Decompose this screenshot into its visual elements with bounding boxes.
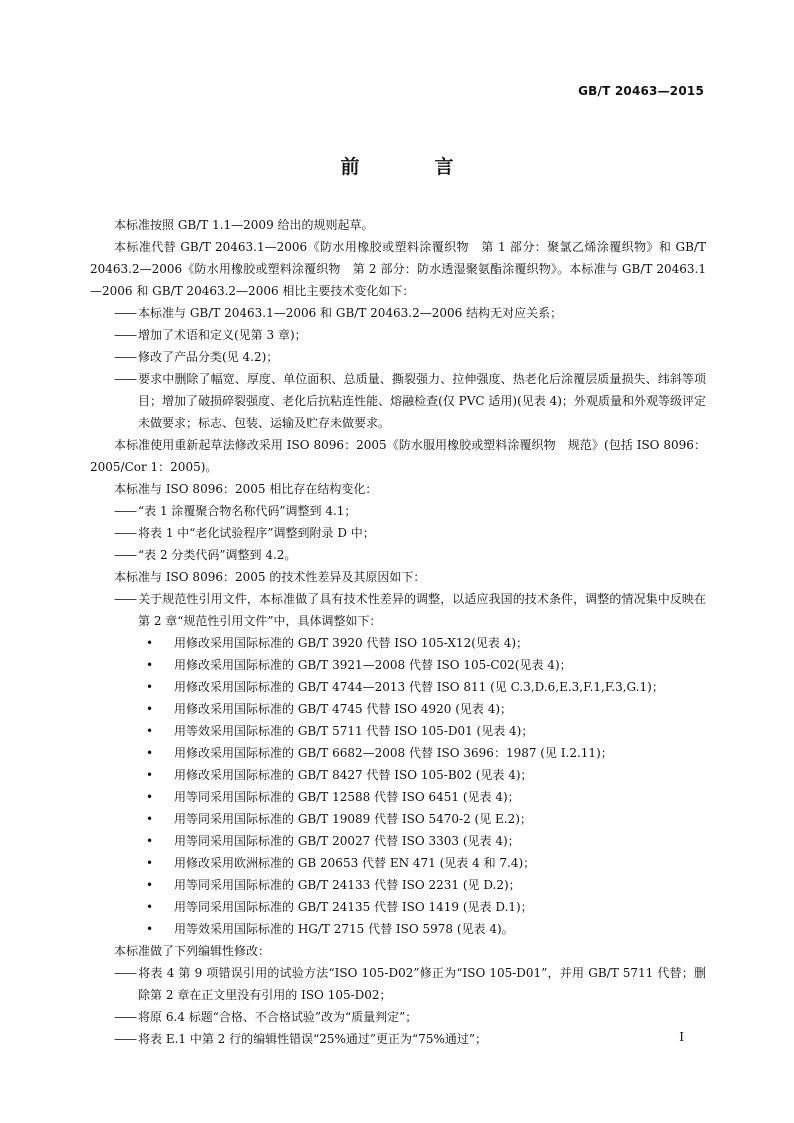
dash-mark: —— (114, 592, 136, 606)
dash-mark: —— (114, 966, 136, 980)
dash-item-text: 本标准与 GB/T 20463.1—2006 和 GB/T 20463.2—2006 结构无对应关系； (138, 306, 563, 320)
dash-item-text: 增加了术语和定义(见第 3 章)； (138, 328, 307, 342)
bullet-item (90, 698, 706, 720)
bullet-icon: • (146, 790, 154, 804)
dash-item-text: “表 2 分类代码”调整到 4.2。 (138, 548, 297, 562)
dash-item-text: 要求中删除了幅宽、厚度、单位面积、总质量、撕裂强力、拉伸强度、热老化后涂覆层质量损失、纬斜等项目；增加了破损碎裂强度、老化后抗粘连性能、熔融检查(仅 PVC 适用)(见表 4)；外观质量和外观等级评定未做要求；标志、包装、运输及贮存未做要求。 (138, 372, 706, 430)
bullet-text: 用等同采用国际标准的 GB/T 20027 代替 ISO 3303 (见表 4)； (174, 834, 520, 848)
standard-code: GB/T 20463—2015 (578, 84, 704, 98)
bullet-icon: • (146, 878, 154, 892)
bullet-text: 用修改采用国际标准的 GB/T 6682—2008 代替 ISO 3696：1987 (见 I.2.11)； (174, 746, 613, 760)
bullet-icon: • (146, 746, 154, 760)
dash-item (90, 962, 706, 1006)
bullet-text: 用修改采用国际标准的 GB/T 8427 代替 ISO 105-B02 (见表 4)； (174, 768, 533, 782)
dash-item-text: 将表 4 第 9 项错误引用的试验方法“ISO 105-D02”修正为“ISO 105-D01”，并用 GB/T 5711 代替；删除第 2 章在正文里没有引用的 ISO 105-D02； (138, 966, 706, 1002)
paragraph: 本标准代替 GB/T 20463.1—2006《防水用橡胶或塑料涂覆织物 第 1 部分：聚氯乙烯涂覆织物》和 GB/T 20463.2—2006《防水用橡胶或塑料涂覆织物 第 2 部分：防水透湿聚氨酯涂覆织物》。本标准与 GB/T 20463.1—2006 和 GB/T 20463.2—2006 相比主要技术变化如下： (90, 240, 706, 298)
bullet-text: 用等同采用国际标准的 GB/T 19089 代替 ISO 5470-2 (见 E.2)； (174, 812, 532, 826)
bullet-item (90, 896, 706, 918)
bullet-item (90, 786, 706, 808)
bullet-text: 用修改采用欧洲标准的 GB 20653 代替 EN 471 (见表 4 和 7.4)； (174, 856, 536, 870)
dash-item (90, 1006, 706, 1028)
dash-mark: —— (114, 350, 136, 364)
page-number: I (679, 1030, 684, 1044)
bullet-item (90, 742, 706, 764)
dash-mark: —— (114, 548, 136, 562)
bullet-text: 用修改采用国际标准的 GB/T 4745 代替 ISO 4920 (见表 4)； (174, 702, 513, 716)
bullet-text: 用修改采用国际标准的 GB/T 3921—2008 代替 ISO 105-C02(见表 4)； (174, 658, 572, 672)
dash-item (90, 1028, 706, 1050)
dash-item-text: 将表 1 中“老化试验程序”调整到附录 D 中； (138, 526, 375, 540)
bullet-item (90, 918, 706, 940)
bullet-text: 用等效采用国际标准的 HG/T 2715 代替 ISO 5978 (见表 4)。 (174, 922, 514, 936)
paragraph: 本标准做了下列编辑性修改： (114, 944, 271, 958)
foreword-body (90, 214, 706, 1050)
bullet-text: 用等同采用国际标准的 GB/T 12588 代替 ISO 6451 (见表 4)； (174, 790, 520, 804)
bullet-item (90, 764, 706, 786)
bullet-text: 用修改采用国际标准的 GB/T 4744—2013 代替 ISO 811 (见 C.3,D.6,E.3,F.1,F.3,G.1)； (174, 680, 664, 694)
bullet-text: 用修改采用国际标准的 GB/T 3920 代替 ISO 105-X12(见表 4)； (174, 636, 529, 650)
dash-item (90, 588, 706, 632)
bullet-icon: • (146, 834, 154, 848)
bullet-item (90, 808, 706, 830)
dash-item (90, 544, 706, 566)
dash-mark: —— (114, 504, 136, 518)
dash-item-text: 关于规范性引用文件，本标准做了具有技术性差异的调整，以适应我国的技术条件，调整的情况集中反映在第 2 章“规范性引用文件”中，具体调整如下： (138, 592, 706, 628)
dash-item (90, 500, 706, 522)
bullet-icon: • (146, 658, 154, 672)
bullet-icon: • (146, 702, 154, 716)
paragraph: 本标准与 ISO 8096：2005 相比存在结构变化： (114, 482, 378, 496)
page-title: 前 言 (340, 156, 482, 178)
dash-item-text: 将表 E.1 中第 2 行的编辑性错误“25%通过”更正为“75%通过”； (138, 1032, 487, 1046)
bullet-item (90, 720, 706, 742)
bullet-icon: • (146, 812, 154, 826)
dash-item (90, 368, 706, 434)
bullet-item (90, 852, 706, 874)
bullet-icon: • (146, 856, 154, 870)
dash-item-text: 将原 6.4 标题“合格、不合格试验”改为“质量判定”； (138, 1010, 418, 1024)
bullet-item (90, 676, 706, 698)
bullet-icon: • (146, 680, 154, 694)
dash-item (90, 522, 706, 544)
bullet-text: 用等同采用国际标准的 GB/T 24135 代替 ISO 1419 (见表 D.1)； (174, 900, 533, 914)
dash-item-text: 修改了产品分类(见 4.2)； (138, 350, 279, 364)
bullet-item (90, 830, 706, 852)
bullet-text: 用等效采用国际标准的 GB/T 5711 代替 ISO 105-D01 (见表 4)； (174, 724, 534, 738)
dash-mark: —— (114, 372, 136, 386)
dash-item (90, 302, 706, 324)
bullet-item (90, 632, 706, 654)
bullet-item (90, 654, 706, 676)
paragraph: 本标准与 ISO 8096：2005 的技术性差异及其原因如下： (114, 570, 426, 584)
dash-item (90, 324, 706, 346)
dash-mark: —— (114, 1032, 136, 1046)
paragraph: 本标准使用重新起草法修改采用 ISO 8096：2005《防水服用橡胶或塑料涂覆织物 规范》(包括 ISO 8096：2005/Cor 1：2005)。 (90, 438, 706, 474)
bullet-icon: • (146, 922, 154, 936)
bullet-icon: • (146, 768, 154, 782)
dash-item (90, 346, 706, 368)
paragraph: 本标准按照 GB/T 1.1—2009 给出的规则起草。 (114, 218, 374, 232)
dash-mark: —— (114, 526, 136, 540)
dash-mark: —— (114, 306, 136, 320)
dash-mark: —— (114, 328, 136, 342)
bullet-text: 用等同采用国际标准的 GB/T 24133 代替 ISO 2231 (见 D.2)； (174, 878, 521, 892)
bullet-icon: • (146, 724, 154, 738)
bullet-icon: • (146, 636, 154, 650)
dash-mark: —— (114, 1010, 136, 1024)
bullet-icon: • (146, 900, 154, 914)
dash-item-text: “表 1 涂覆聚合物名称代码”调整到 4.1； (138, 504, 357, 518)
bullet-item (90, 874, 706, 896)
